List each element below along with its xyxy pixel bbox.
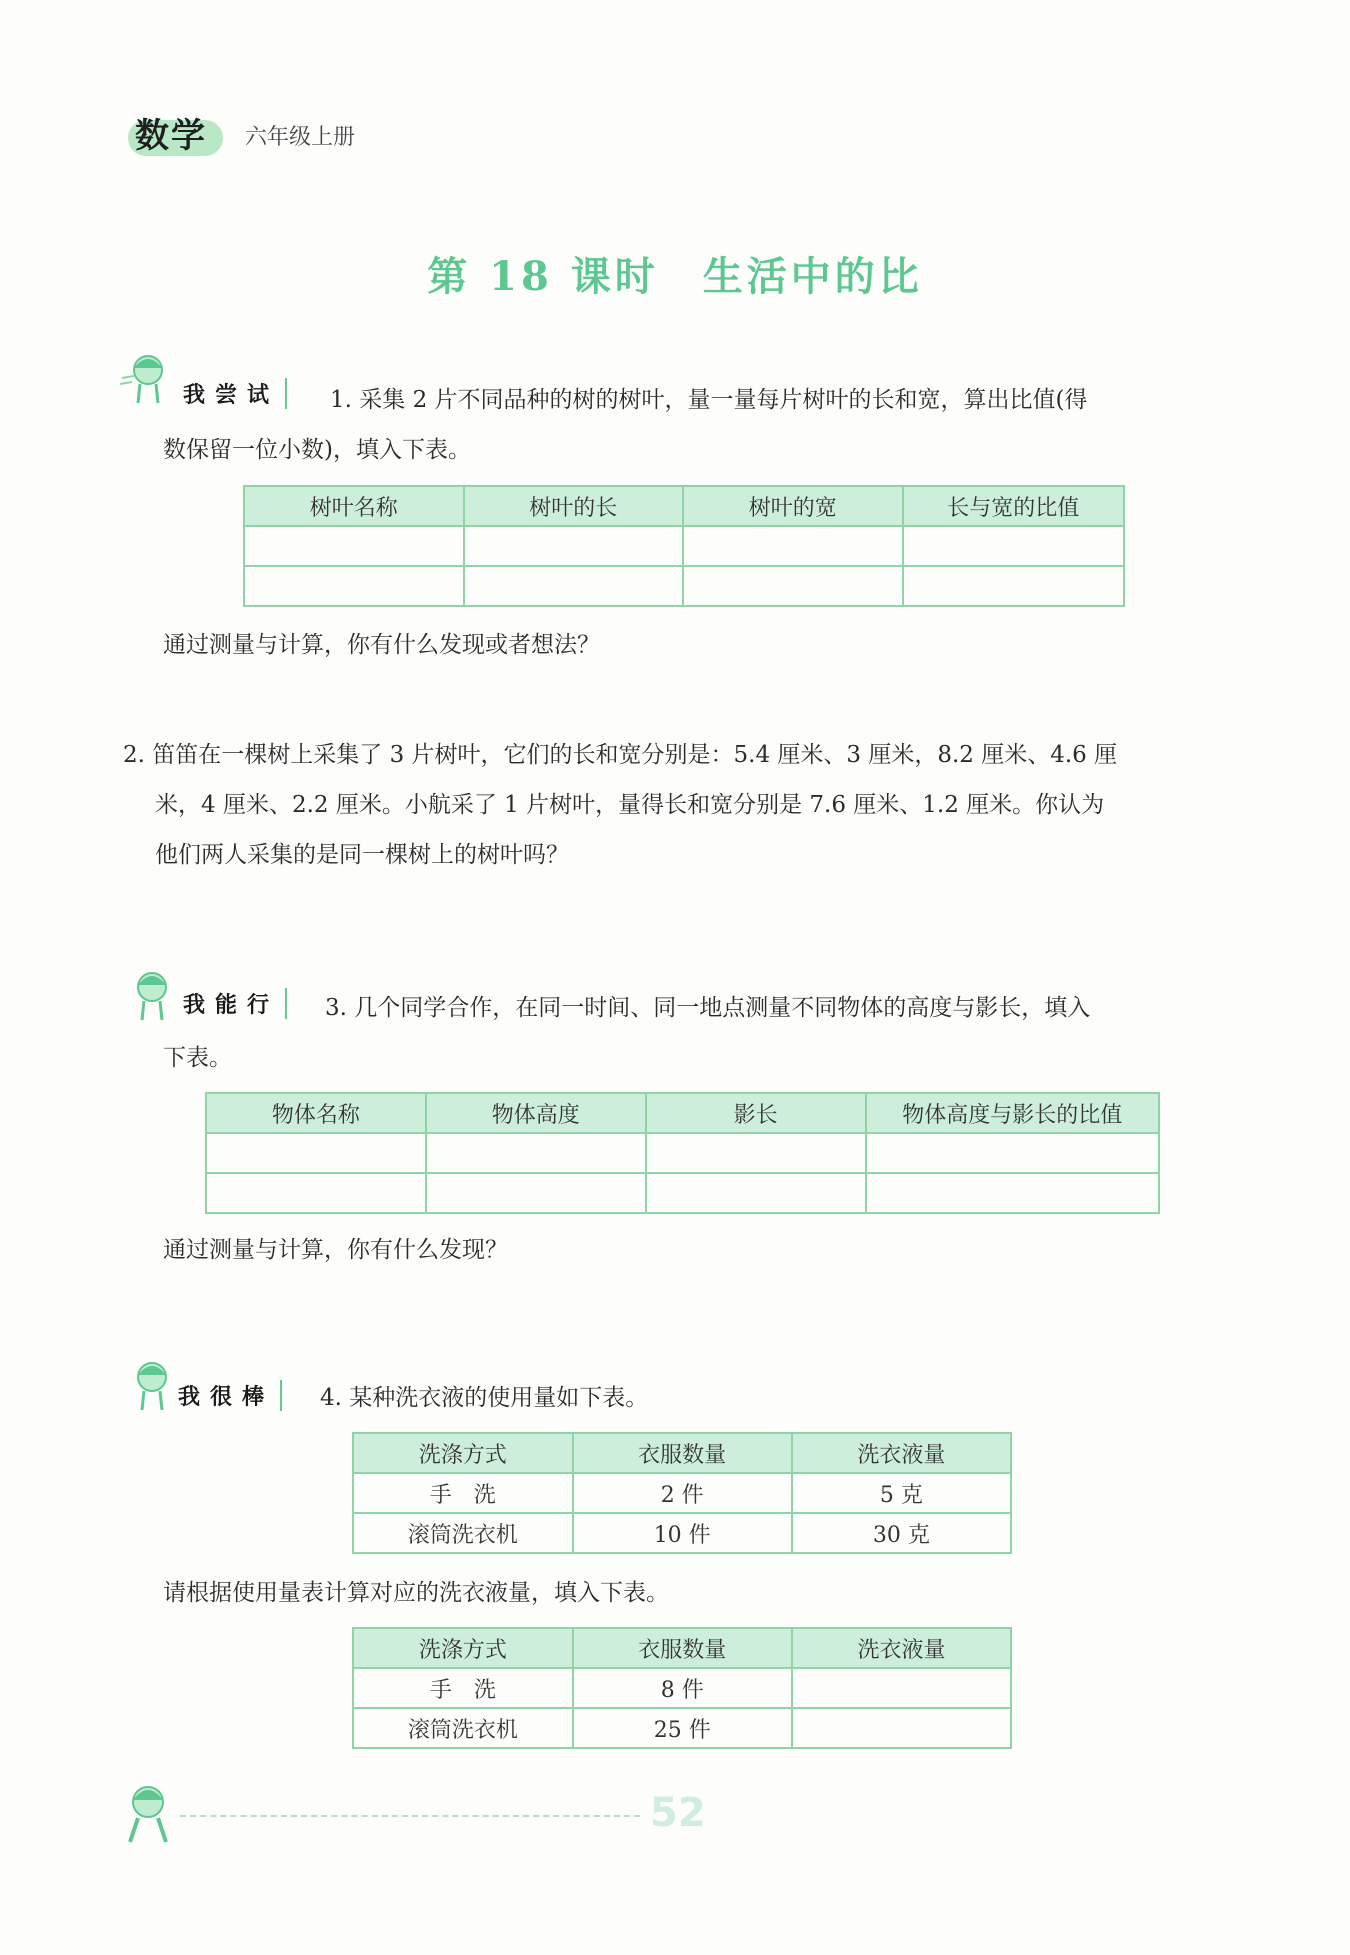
badge-try: 我尝试 — [183, 378, 287, 409]
q1-line2: 数保留一位小数)，填入下表。 — [163, 437, 471, 463]
shadow-col-height: 物体高度 — [426, 1093, 646, 1133]
answer-cell[interactable] — [792, 1668, 1011, 1708]
table-row — [206, 1133, 1159, 1173]
answer-cell[interactable] — [464, 526, 684, 566]
badge-can-do: 我能行 — [183, 988, 287, 1019]
mascot-icon — [118, 348, 174, 408]
instruction-text: 请根据使用量表计算对应的洗衣液量，填入下表。 — [163, 1580, 669, 1606]
answer-cell[interactable] — [866, 1173, 1159, 1213]
table-cell: 8 件 — [573, 1668, 792, 1708]
leaf-col-ratio: 长与宽的比值 — [903, 486, 1125, 526]
answer-cell[interactable] — [903, 526, 1125, 566]
shadow-col-object: 物体名称 — [206, 1093, 426, 1133]
q4-text: 4. 某种洗衣液的使用量如下表。 — [320, 1385, 649, 1411]
shadow-col-shadow: 影长 — [646, 1093, 866, 1133]
usage-col-method: 洗涤方式 — [353, 1433, 573, 1473]
shadow-col-ratio: 物体高度与影长的比值 — [866, 1093, 1159, 1133]
fill-col-amount: 洗衣液量 — [792, 1628, 1011, 1668]
leaf-table — [243, 485, 1125, 607]
answer-cell[interactable] — [464, 566, 684, 606]
leaf-col-width: 树叶的宽 — [683, 486, 903, 526]
mascot-icon — [122, 1355, 178, 1415]
answer-cell[interactable] — [206, 1173, 426, 1213]
leaf-col-name: 树叶名称 — [244, 486, 464, 526]
answer-cell[interactable] — [866, 1133, 1159, 1173]
q1-line1: 1. 采集 2 片不同品种的树的树叶，量一量每片树叶的长和宽，算出比值(得 — [330, 387, 1088, 413]
table-row — [206, 1173, 1159, 1213]
subject-label: 数学 — [135, 116, 207, 156]
footer-divider — [180, 1815, 640, 1817]
answer-cell[interactable] — [903, 566, 1125, 606]
fill-table — [352, 1627, 1012, 1749]
answer-cell[interactable] — [426, 1173, 646, 1213]
table-cell: 10 件 — [573, 1513, 792, 1553]
usage-col-count: 衣服数量 — [573, 1433, 792, 1473]
fill-col-method: 洗涤方式 — [353, 1628, 573, 1668]
table-row — [353, 1668, 1011, 1708]
table-cell: 手 洗 — [353, 1473, 573, 1513]
q2-line2: 米，4 厘米、2.2 厘米。小航采了 1 片树叶，量得长和宽分别是 7.6 厘米、1.2 厘米。你认为 — [155, 792, 1105, 818]
q3-line1: 3. 几个同学合作，在同一时间、同一地点测量不同物体的高度与影长，填入 — [325, 995, 1091, 1021]
table-cell: 手 洗 — [353, 1668, 573, 1708]
badge-great: 我很棒 — [178, 1380, 282, 1411]
fill-col-count: 衣服数量 — [573, 1628, 792, 1668]
table-row — [244, 566, 1124, 606]
shadow-table — [205, 1092, 1160, 1214]
answer-cell[interactable] — [206, 1133, 426, 1173]
table-row — [353, 1473, 1011, 1513]
answer-cell[interactable] — [646, 1173, 866, 1213]
grade-label: 六年级上册 — [245, 125, 356, 150]
table-row — [353, 1513, 1011, 1553]
answer-cell[interactable] — [244, 526, 464, 566]
mascot-icon — [122, 965, 178, 1025]
answer-cell[interactable] — [683, 566, 903, 606]
q3-followup: 通过测量与计算，你有什么发现？ — [163, 1237, 508, 1263]
table-row — [353, 1708, 1011, 1748]
table-row — [244, 526, 1124, 566]
table-cell: 30 克 — [792, 1513, 1011, 1553]
table-cell: 滚筒洗衣机 — [353, 1513, 573, 1553]
leaf-col-length: 树叶的长 — [464, 486, 684, 526]
q3-line2: 下表。 — [163, 1045, 232, 1071]
usage-table — [352, 1432, 1012, 1554]
answer-cell[interactable] — [792, 1708, 1011, 1748]
lesson-title: 第 18 课时 生活中的比 — [427, 253, 923, 300]
q2-line1: 2. 笛笛在一棵树上采集了 3 片树叶，它们的长和宽分别是：5.4 厘米、3 厘米，8.2 厘米、4.6 厘 — [123, 742, 1118, 768]
table-cell: 25 件 — [573, 1708, 792, 1748]
answer-cell[interactable] — [646, 1133, 866, 1173]
answer-cell[interactable] — [683, 526, 903, 566]
answer-cell[interactable] — [244, 566, 464, 606]
page-number: 52 — [650, 1790, 706, 1836]
mascot-footer-icon — [118, 1780, 178, 1850]
answer-cell[interactable] — [426, 1133, 646, 1173]
table-cell: 5 克 — [792, 1473, 1011, 1513]
table-cell: 滚筒洗衣机 — [353, 1708, 573, 1748]
q1-followup: 通过测量与计算，你有什么发现或者想法？ — [163, 632, 600, 658]
table-cell: 2 件 — [573, 1473, 792, 1513]
q2-line3: 他们两人采集的是同一棵树上的树叶吗？ — [155, 842, 569, 868]
usage-col-amount: 洗衣液量 — [792, 1433, 1011, 1473]
